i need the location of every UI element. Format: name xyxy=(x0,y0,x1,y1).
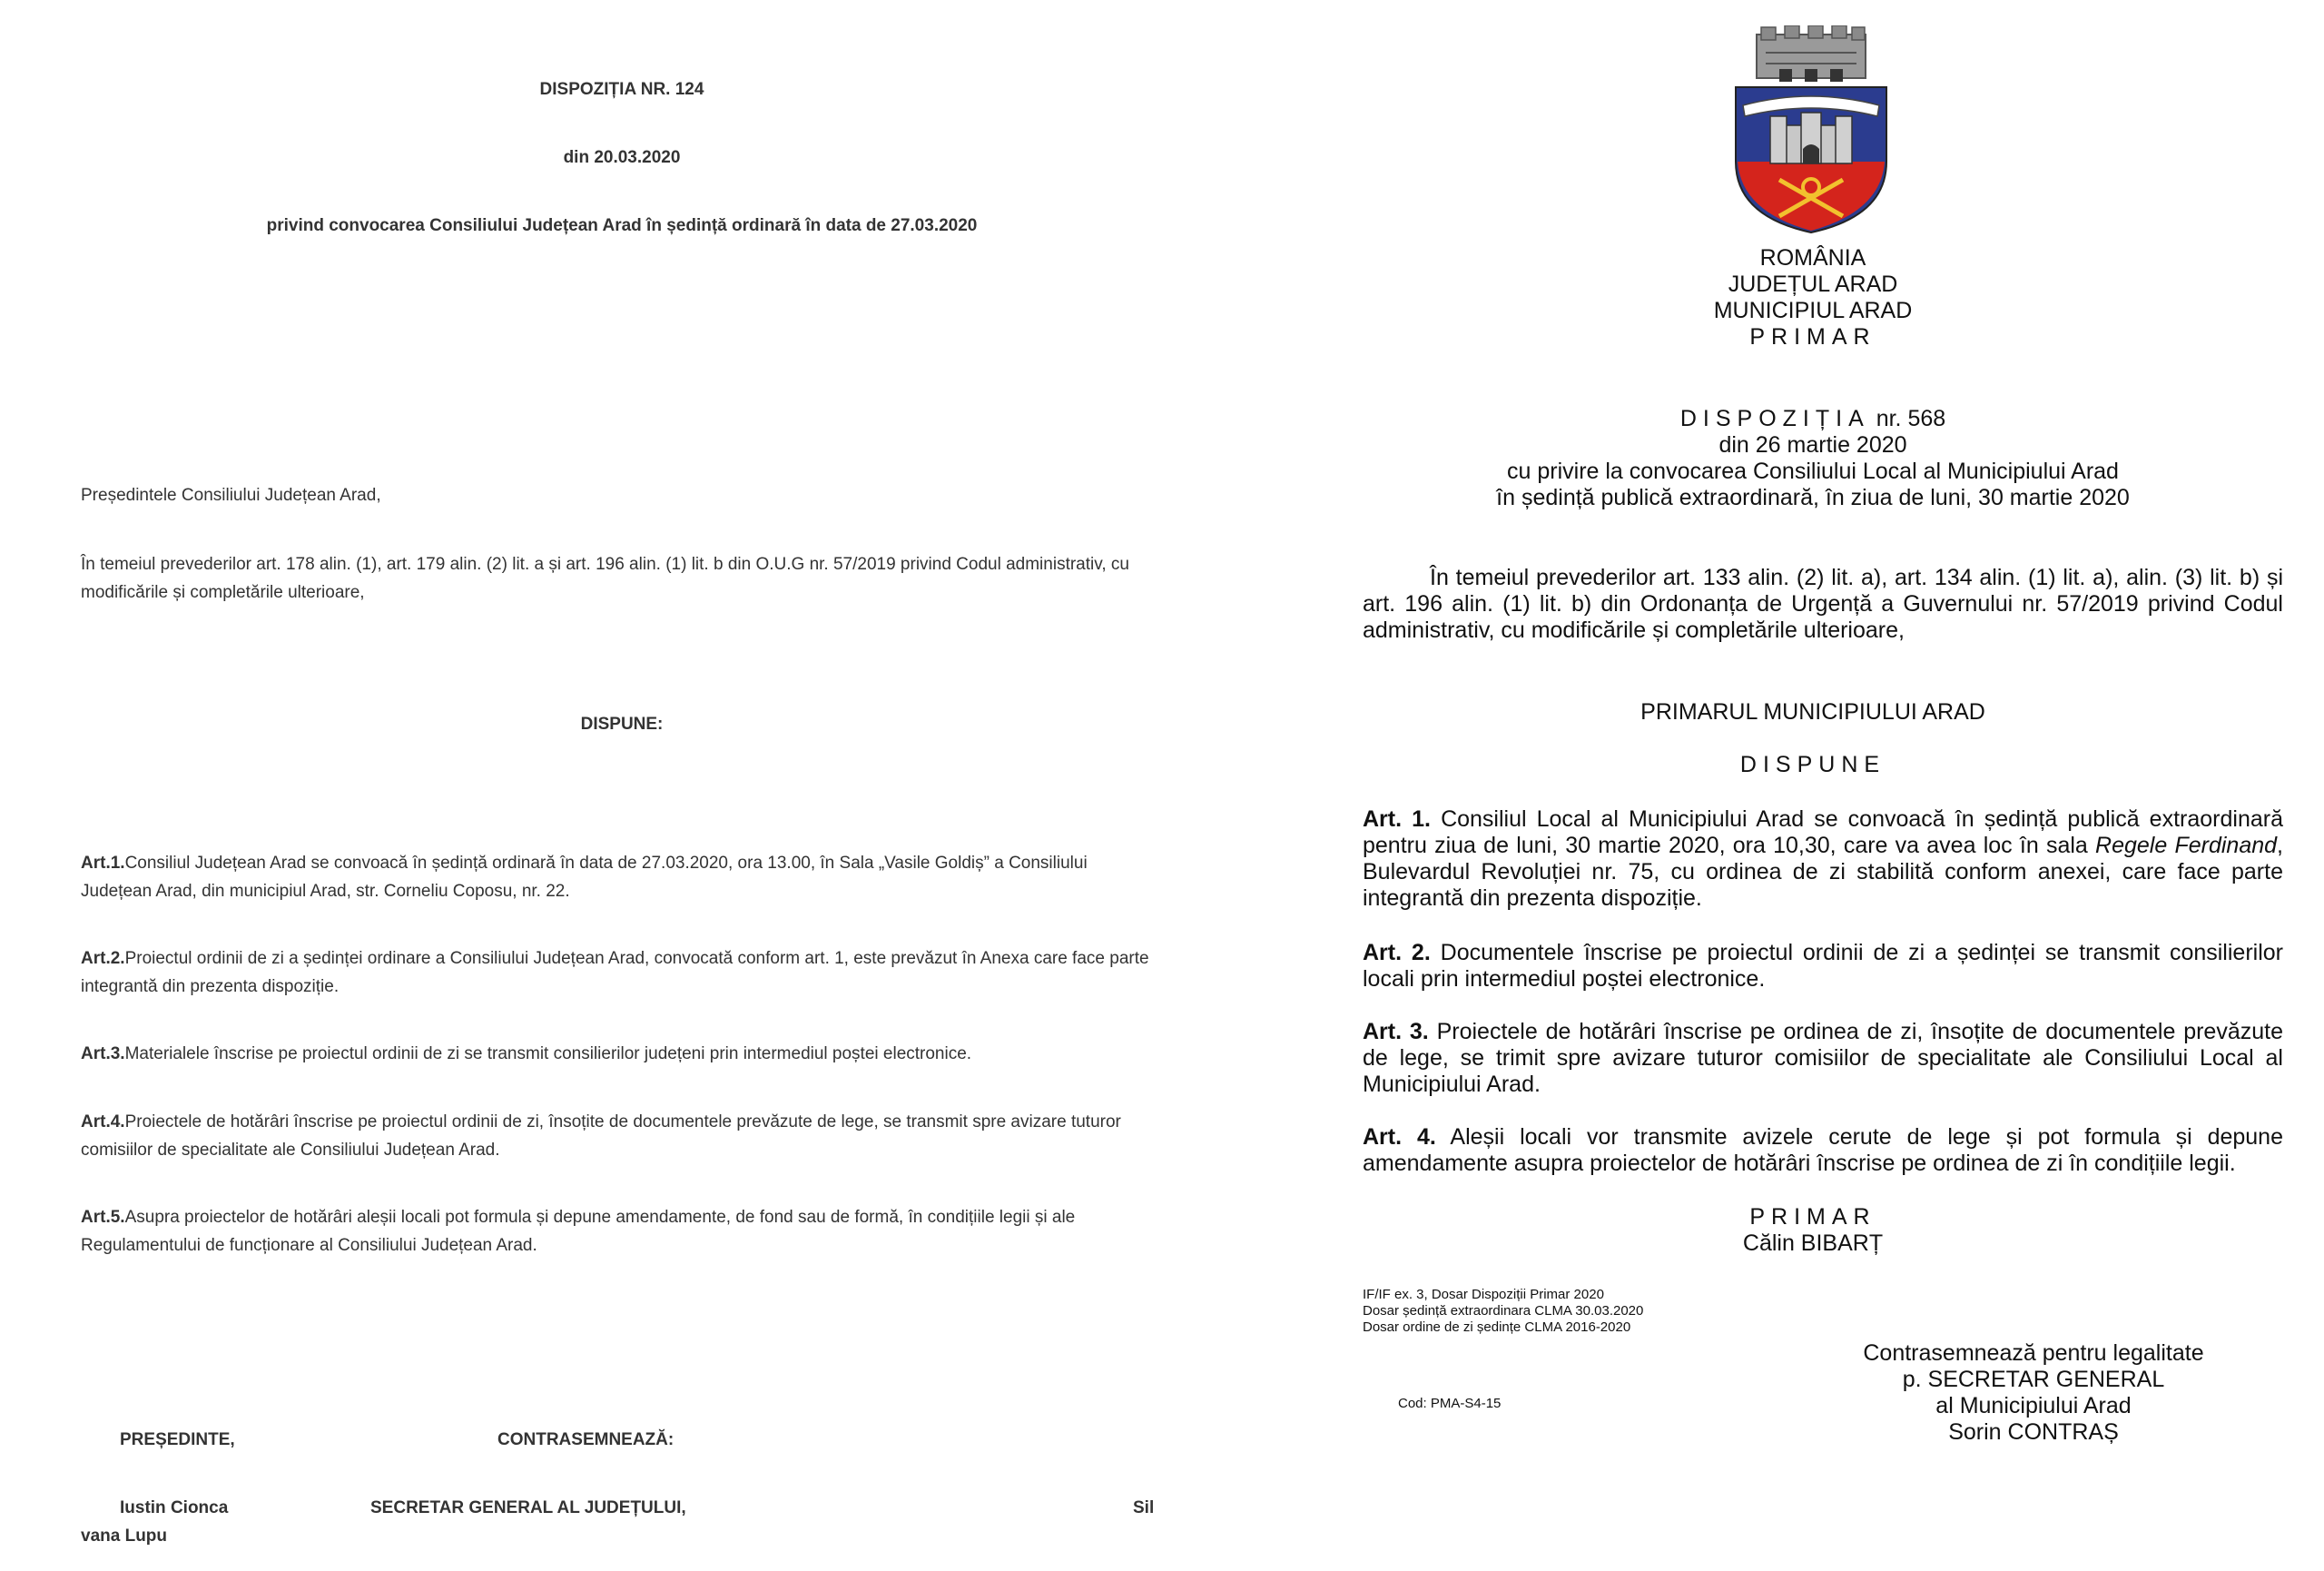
right-document xyxy=(1344,0,2288,1571)
left-doc-addressee: Președintele Consiliului Județean Arad, xyxy=(81,486,381,505)
left-doc-legal-basis: În temeiul prevederilor art. 178 alin. (1), art. 179 alin. (2) lit. a și art. 196 alin. (1) lit. b din O.U.G nr. 57/2019 privind Codul administrativ, cu modificările și completările ulterioare, xyxy=(81,555,1129,602)
right-doc-subject-1: cu privire la convocarea Consiliului Local al Municipiului Arad xyxy=(1507,459,2119,484)
art-label: Art. 2. xyxy=(1363,940,1431,965)
header-line-4: PRIMAR xyxy=(1749,324,1876,350)
art-text-italic: Regele Ferdinand xyxy=(2095,833,2278,858)
right-doc-title xyxy=(1344,406,2282,432)
art-text: Asupra proiectelor de hotărâri aleșii locali pot formula și depune amendamente, de fond sau de formă, în condițiile legii și ale Regulamentului de funcționare al Consiliului Județean Arad. xyxy=(81,1208,1076,1255)
right-doc-dispune: DISPUNE xyxy=(1739,752,1886,777)
mayor-name: Călin BIBARȚ xyxy=(1742,1230,1884,1256)
art-text: Documentele înscrise pe proiectul ordinii de zi a ședinței se transmit consilierilor locali prin intermediul poștei electronice. xyxy=(1363,940,2283,992)
art-label: Art.4. xyxy=(81,1112,125,1131)
footnote-1: IF/IF ex. 3, Dosar Dispoziții Primar 2020 xyxy=(1363,1287,1604,1302)
left-doc-art-3 xyxy=(81,1040,1161,1068)
secretary-title: SECRETAR GENERAL AL JUDEȚULUI, xyxy=(370,1498,686,1517)
art-text: Aleșii locali vor transmite avizele cerute de lege și pot formula și depune amendamente asupra proiectelor de hotărâri înscrise pe ordinea de zi în condițiile legii. xyxy=(1363,1124,2283,1176)
countersign-line-1: Contrasemnează pentru legalitate xyxy=(1863,1340,2204,1366)
left-doc-art-2 xyxy=(81,944,1161,1001)
left-doc-date: din 20.03.2020 xyxy=(563,148,681,167)
art-text-a: Consiliul Local al Municipiului Arad se convoacă în ședință publică extraordinară pentru ziua de luni, 30 martie 2020, ora 10,30, care va avea loc în sala xyxy=(1363,806,2283,858)
left-doc-art-1 xyxy=(81,849,1161,905)
title-number: nr. 568 xyxy=(1876,406,1946,431)
right-doc-art-2 xyxy=(1363,940,2283,993)
right-doc-subject-2: în ședință publică extraordinară, în ziua de luni, 30 martie 2020 xyxy=(1496,485,2130,510)
art-text: Consiliul Județean Arad se convoacă în ședință ordinară în data de 27.03.2020, ora 13.00, în Sala „Vasile Goldiș” a Consiliului Județean Arad, din municipiul Arad, str. Corneliu Coposu, nr. 22. xyxy=(81,854,1088,901)
secretary-name-part1: Sil xyxy=(1133,1498,1155,1517)
art-text: Proiectul ordinii de zi a ședinței ordinare a Consiliului Județean Arad, convocată conform art. 1, este prevăzut în Anexa care face parte integrantă din prezenta dispoziție. xyxy=(81,949,1149,996)
right-doc-art-3 xyxy=(1363,1019,2283,1098)
right-doc-issuer: PRIMARUL MUNICIPIULUI ARAD xyxy=(1640,699,1985,725)
header-line-2: JUDEȚUL ARAD xyxy=(1728,272,1898,297)
footnote-3: Dosar ordine de zi ședințe CLMA 2016-2020 xyxy=(1363,1319,1631,1335)
art-label: Art.5. xyxy=(81,1208,125,1227)
left-doc-art-4 xyxy=(81,1108,1161,1164)
left-doc-title: DISPOZIȚIA NR. 124 xyxy=(539,80,704,99)
arad-crest-icon xyxy=(1725,25,1897,234)
art-label: Art. 3. xyxy=(1363,1019,1429,1044)
title-word: DISPOZIȚIA xyxy=(1679,406,1870,431)
header-line-3: MUNICIPIUL ARAD xyxy=(1713,298,1913,323)
countersign-title: CONTRASEMNEAZĂ: xyxy=(497,1430,675,1449)
right-doc-art-4 xyxy=(1363,1124,2283,1177)
art-text: Proiectele de hotărâri înscrise pe ordinea de zi, însoțite de documentele prevăzute de lege, se trimit spre avizare tuturor comisiilor de specialitate ale Consiliului Local al Municipiului Arad. xyxy=(1363,1019,2283,1097)
footnote-2: Dosar ședință extraordinara CLMA 30.03.2020 xyxy=(1363,1303,1644,1319)
header-line-1: ROMÂNIA xyxy=(1759,245,1866,271)
countersign-line-2: p. SECRETAR GENERAL xyxy=(1902,1367,2165,1392)
right-doc-art-1 xyxy=(1363,806,2283,912)
art-label: Art.1. xyxy=(81,854,125,873)
art-text-b: , Bulevardul Revoluției nr. 75, cu ordinea de zi stabilită conform anexei, care face parte integrantă din prezenta dispoziție. xyxy=(1363,833,2283,911)
left-doc-subject: privind convocarea Consiliului Județean Arad în ședință ordinară în data de 27.03.2020 xyxy=(266,216,978,235)
art-label: Art. 4. xyxy=(1363,1124,1436,1150)
art-label: Art.2. xyxy=(81,949,125,968)
left-doc-art-5 xyxy=(81,1203,1161,1260)
president-title: PREȘEDINTE, xyxy=(120,1430,235,1449)
secretary-name-part2: vana Lupu xyxy=(81,1527,168,1546)
art-text: Proiectele de hotărâri înscrise pe proiectul ordinii de zi, însoțite de documentele prevăzute de lege, se transmit spre avizare tuturor comisiilor de specialitate ale Consiliului Județean Arad. xyxy=(81,1112,1121,1160)
president-name: Iustin Cionca xyxy=(120,1498,229,1517)
left-doc-dispune: DISPUNE: xyxy=(580,715,664,734)
countersign-line-4: Sorin CONTRAȘ xyxy=(1948,1419,2119,1445)
art-text: Materialele înscrise pe proiectul ordinii de zi se transmit consilierilor județeni prin intermediul poștei electronice. xyxy=(124,1044,972,1063)
art-label: Art. 1. xyxy=(1363,806,1431,832)
right-doc-date: din 26 martie 2020 xyxy=(1718,432,1907,458)
mayor-title: PRIMAR xyxy=(1749,1204,1876,1230)
countersign-line-3: al Municipiului Arad xyxy=(1935,1393,2132,1418)
document-code: Cod: PMA-S4-15 xyxy=(1398,1396,1502,1411)
right-doc-legal-basis: În temeiul prevederilor art. 133 alin. (2) lit. a), art. 134 alin. (1) lit. a), alin. (3) lit. b) și art. 196 alin. (1) lit. b) din Ordonanța de Urgență a Guvernului nr. 57/2019 privind Codul administrativ, cu modificările și completările ulterioare, xyxy=(1363,565,2283,643)
art-label: Art.3. xyxy=(81,1044,125,1063)
